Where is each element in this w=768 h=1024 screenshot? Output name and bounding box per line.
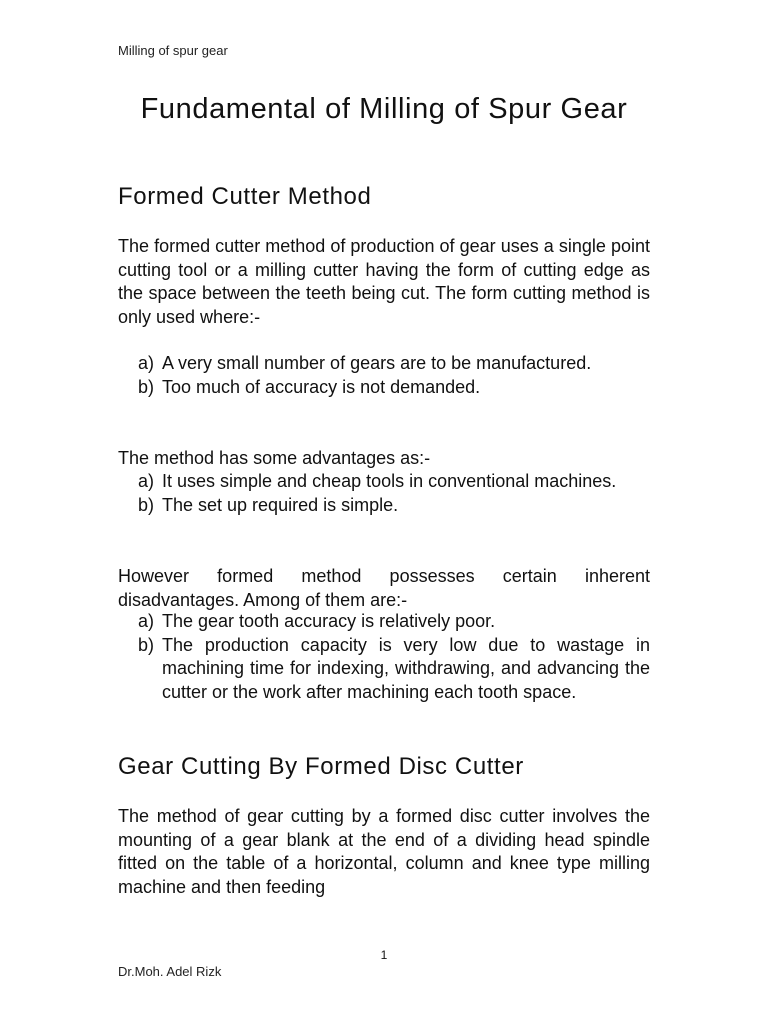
footer-author: Dr.Moh. Adel Rizk xyxy=(118,964,222,979)
running-header: Milling of spur gear xyxy=(118,43,228,58)
list-item xyxy=(138,610,650,634)
list-marker: a) xyxy=(138,471,155,491)
conditions-list xyxy=(138,352,650,399)
disadvantages-list xyxy=(138,610,650,704)
disc-cutter-paragraph: The method of gear cutting by a formed disc cutter involves the mounting of a gear blank at the end of a dividing head spindle fitted on the table of a horizontal, column and knee type milling machine and then feeding xyxy=(118,806,650,897)
list-item-text: A very small number of gears are to be manufactured. xyxy=(162,353,592,373)
section-heading-disc-cutter: Gear Cutting By Formed Disc Cutter xyxy=(118,753,524,780)
list-item-text: Too much of accuracy is not demanded. xyxy=(162,376,481,397)
section-heading-formed-cutter: Formed Cutter Method xyxy=(118,183,372,210)
list-marker: b) xyxy=(138,634,155,655)
document-title: Fundamental of Milling of Spur Gear xyxy=(140,93,628,125)
list-item xyxy=(138,376,650,400)
list-item xyxy=(138,494,650,518)
advantages-intro: The method has some advantages as:- xyxy=(118,448,431,468)
list-item xyxy=(138,470,650,494)
list-item-text: It uses simple and cheap tools in conventional machines. xyxy=(162,471,617,491)
list-marker: b) xyxy=(138,376,155,397)
list-item-text: The gear tooth accuracy is relatively poor. xyxy=(162,611,496,631)
list-item xyxy=(138,352,650,376)
list-marker: b) xyxy=(138,494,155,515)
list-item-text: The production capacity is very low due to wastage in machining time for indexing, withdrawing, and advancing the cutter or the work after machining each tooth space. xyxy=(162,634,650,702)
list-marker: a) xyxy=(138,611,155,631)
list-item xyxy=(138,634,650,705)
advantages-list xyxy=(138,470,650,517)
intro-paragraph: The formed cutter method of production of gear uses a single point cutting tool or a milling cutter having the form of cutting edge as the space between the teeth being cut. The form cutting method is only used where:- xyxy=(118,236,650,327)
disadvantages-intro: However formed method possesses certain inherent disadvantages. Among of them are:- xyxy=(118,566,650,610)
list-marker: a) xyxy=(138,353,155,373)
list-item-text: The set up required is simple. xyxy=(162,494,399,515)
page-number: 1 xyxy=(380,948,388,962)
